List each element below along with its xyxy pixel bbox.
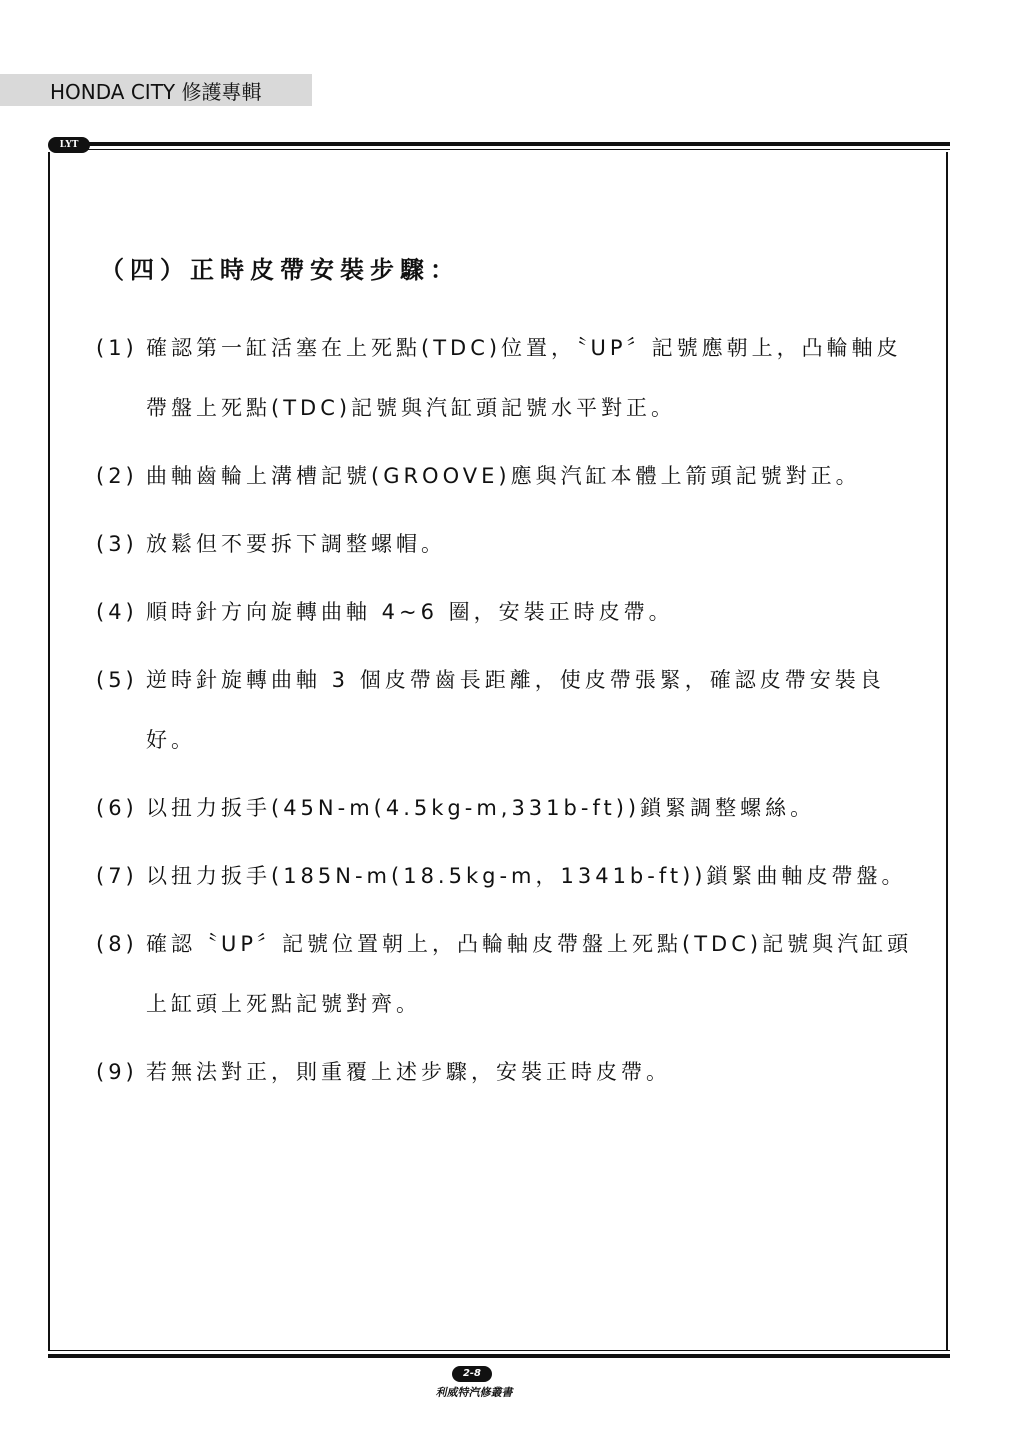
step-item	[96, 446, 916, 506]
section-heading: （四）正時皮帶安裝步驟：	[100, 256, 460, 284]
bottom-rule-thin	[48, 1350, 950, 1351]
step-item	[96, 914, 916, 1034]
page-number: 2-8	[462, 1368, 482, 1379]
step-item	[96, 582, 916, 642]
step-text: 曲軸齒輪上溝槽記號(GROOVE)應與汽缸本體上箭頭記號對正。	[146, 464, 861, 488]
document-title: HONDA CITY 修護專輯	[50, 80, 262, 104]
step-item	[96, 650, 916, 770]
step-text: 確認〝UP〞記號位置朝上，凸輪軸皮帶盤上死點(TDC)記號與汽缸頭上缸頭上死點記號對齊。	[146, 932, 913, 1016]
top-rule-thin	[88, 149, 950, 150]
step-list	[96, 318, 916, 1110]
step-number: (9)	[96, 1060, 138, 1084]
step-text: 確認第一缸活塞在上死點(TDC)位置，〝UP〞記號應朝上，凸輪軸皮帶盤上死點(TDC)記號與汽缸頭記號水平對正。	[146, 336, 902, 420]
step-text: 放鬆但不要拆下調整螺帽。	[146, 532, 446, 556]
step-number: (7)	[96, 864, 138, 888]
step-item	[96, 778, 916, 838]
publisher-logo	[48, 137, 90, 153]
publisher-logo-text: LYT	[59, 140, 79, 150]
step-item	[96, 514, 916, 574]
step-text: 順時針方向旋轉曲軸 4~6 圈，安裝正時皮帶。	[146, 600, 674, 624]
top-rule	[88, 142, 950, 146]
step-number: (4)	[96, 600, 138, 624]
step-number: (5)	[96, 668, 138, 692]
step-text: 以扭力扳手(185N-m(18.5kg-m，1341b-ft))鎖緊曲軸皮帶盤。	[146, 864, 907, 888]
page-number-badge	[452, 1366, 492, 1382]
step-item	[96, 318, 916, 438]
publisher-brand: 利威特汽修叢書	[435, 1386, 515, 1399]
step-number: (2)	[96, 464, 138, 488]
step-text: 以扭力扳手(45N-m(4.5kg-m,331b-ft))鎖緊調整螺絲。	[146, 796, 816, 820]
step-text: 若無法對正，則重覆上述步驟，安裝正時皮帶。	[146, 1060, 671, 1084]
step-text: 逆時針旋轉曲軸 3 個皮帶齒長距離，使皮帶張緊，確認皮帶安裝良好。	[146, 668, 885, 752]
step-number: (3)	[96, 532, 138, 556]
step-item	[96, 846, 916, 906]
step-item	[96, 1042, 916, 1102]
step-number: (1)	[96, 336, 138, 360]
bottom-rule	[48, 1354, 950, 1358]
step-number: (8)	[96, 932, 138, 956]
step-number: (6)	[96, 796, 138, 820]
